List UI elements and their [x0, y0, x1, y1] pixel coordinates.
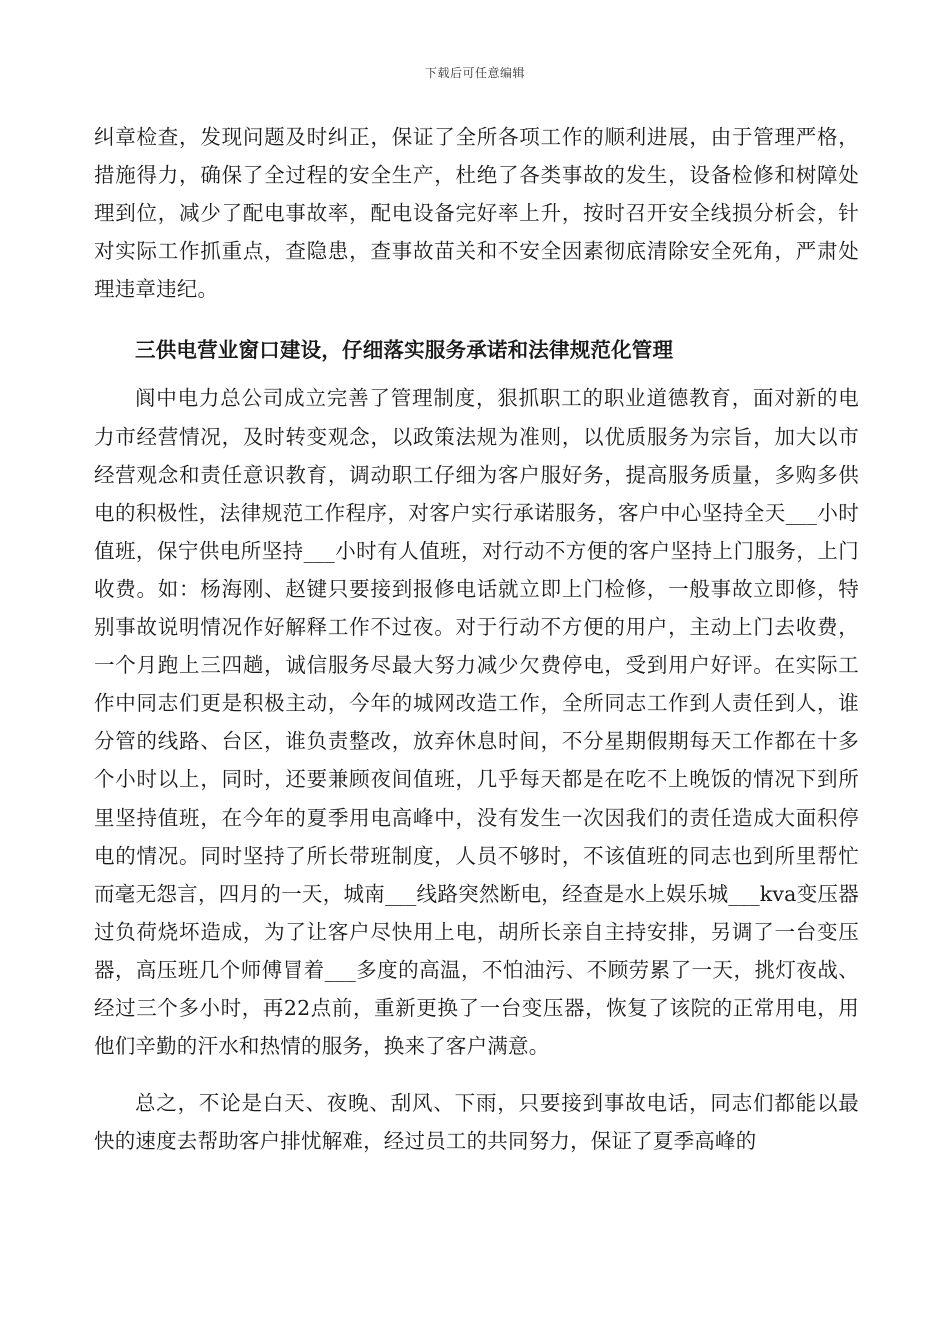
page-header-note: 下载后可任意编辑 [424, 66, 525, 80]
document-body [94, 118, 859, 1160]
section-heading: 三供电营业窗口建设，仔细落实服务承诺和法律规范化管理 [135, 338, 674, 363]
paragraph-summary: 总之，不论是白天、夜晚、刮风、下雨，只要接到事故电话，同志们都能以最快的速度去帮助客户排忧解难，经过员工的共同努力，保证了夏季高峰的 [94, 1091, 859, 1154]
paragraph-safety-inspection: 纠章检查，发现问题及时纠正，保证了全所各项工作的顺利进展，由于管理严格，措施得力，确保了全过程的安全生产，杜绝了各类事故的发生，设备检修和树障处理到位，减少了配电事故率，配电设备完好率上升，按时召开安全线损分析会，针对实际工作抓重点，查隐患，查事故苗关和不安全因素彻底清除安全死角，严肃处理违章违纪。 [94, 125, 859, 302]
paragraph-service-commitment: 阆中电力总公司成立完善了管理制度，狠抓职工的职业道德教育，面对新的电力市经营情况，及时转变观念，以政策法规为准则，以优质服务为宗旨，加大以市经营观念和责任意识教育，调动职工仔细为客户服好务，提高服务质量，多购多供电的积极性，法律规范工作程序，对客户实行承诺服务，客户中心坚持全天___小时值班，保宁供电所坚持___小时有人值班，对行动不方便的客户坚持上门服务，上门收费。如：杨海刚、赵键只要接到报修电话就立即上门检修，一般事故立即修，特别事故说明情况作好解释工作不过夜。对于行动不方便的用户，主动上门去收费，一个月跑上三四趟，诚信服务尽最大努力减少欠费停电，受到用户好评。在实际工作中同志们更是积极主动，今年的城网改造工作，全所同志工作到人责任到人，谁分管的线路、台区，谁负责整改，放弃休息时间，不分星期假期每天工作都在十多个小时以上，同时，还要兼顾夜间值班，几乎每天都是在吃不上晚饭的情况下到所里坚持值班，在今年的夏季用电高峰中，没有发生一次因我们的责任造成大面积停电的情况。同时坚持了所长带班制度，人员不够时，不该值班的同志也到所里帮忙而毫无怨言，四月的一天，城南___线路突然断电，经查是水上娱乐城___kva变压器过负荷烧坏造成，为了让客户尽快用上电，胡所长亲自主持安排，另调了一台变压器，高压班几个师傅冒着___多度的高温，不怕油污、不顾劳累了一天，挑灯夜战、经过三个多小时，再22点前，重新更换了一台变压器，恢复了该院的正常用电，用他们辛勤的汗水和热情的服务，换来了客户满意。 [94, 386, 859, 1059]
